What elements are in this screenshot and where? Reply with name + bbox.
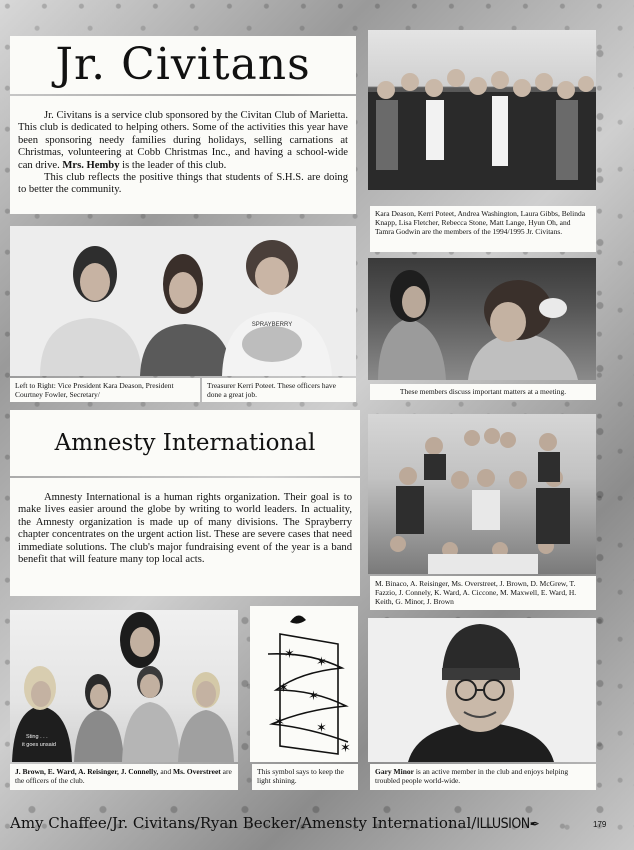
jr-civitans-title-box	[10, 36, 356, 94]
amnesty-officers-photo	[10, 610, 238, 762]
shirt-text-line-2: it goes unsaid	[22, 742, 56, 748]
jr-civitans-group-caption: Kara Deason, Kerri Poteet, Andrea Washington, Laura Gibbs, Belinda Knapp, Lisa Fletcher, Rebecca Stone, Matt Lange, Hyun Oh, and Tamra Godwin are the members of the 1994/1995 Jr. Civitans.	[370, 206, 596, 252]
jr-civitans-title: Jr. Civitans	[55, 39, 311, 90]
jr-civitans-officers-caption-left: Left to Right: Vice President Kara Deason, President Courtney Fowler, Secretary/	[10, 378, 200, 402]
brand-mark-icon: ✒	[529, 817, 540, 831]
officer-shirt-text: SPRAYBERRY	[251, 322, 293, 328]
amnesty-symbol-panel	[250, 606, 358, 762]
gary-minor-photo	[368, 618, 596, 762]
jr-civitans-paragraph-2: This club reflects the positive things that students of S.H.S. are doing to better the community.	[18, 172, 348, 196]
svg-text:✶: ✶	[316, 655, 327, 670]
jr-civitans-meeting-photo	[368, 258, 596, 380]
amnesty-title: Amnesty International	[54, 430, 316, 456]
svg-text:✶: ✶	[274, 715, 285, 730]
amnesty-symbol-caption: This symbol says to keep the light shining.	[252, 764, 358, 790]
officers-figures	[10, 226, 356, 376]
page-number: 179	[593, 820, 607, 829]
jr-civitans-officers-photo	[10, 226, 356, 376]
amnesty-paragraph: Amnesty International is a human rights organization. Their goal is to make lives easier around the globe by writing to world leaders. In actuality, the Amnesty organization is made up of many divisions. The Sprayberry chapter concentrates on the urgent action list. These are severe cases that need immediate solutions. The club's major fundraising event of the year is a band benefit that will feature many top local acts.	[18, 492, 352, 566]
gary-minor-caption: Gary Minor is an active member in the club and enjoys helping troubled people world-wide.	[370, 764, 596, 790]
candle-barbed-wire-icon	[250, 606, 358, 762]
amnesty-title-box	[10, 410, 360, 476]
svg-text:✶: ✶	[308, 689, 319, 704]
meeting-figures	[368, 258, 596, 380]
jr-civitans-group-photo	[368, 30, 596, 190]
amnesty-group-caption: M. Binaco, A. Reisinger, Ms. Overstreet, J. Brown, D. McGrew, T. Fazzio, J. Connely, K. Ward, A. Ciccone, M. Maxwell, E. Ward, H. Keith, G. Minor, J. Brown	[370, 576, 596, 610]
amnesty-officers-caption: J. Brown, E. Ward, A. Reisinger, J. Connelly, and Ms. Overstreet are the officers of the club.	[10, 764, 238, 790]
jr-civitans-paragraph-1: Jr. Civitans is a service club sponsored by the Civitan Club of Marietta. This club is dedicated to helping others. Some of the activities this year have been sponsoring needy families during holidays, selling carnations at Christmas, volunteering at Cobb Christmas Inc., and having a school-wide can drive. Mrs. Hemby is the leader of this club.	[18, 110, 348, 171]
footer-credits-text: Amy Chaffee/Jr. Civitans/Ryan Becker/Amensty International/	[10, 814, 477, 832]
amnesty-group-photo	[368, 414, 596, 574]
jr-civitans-meeting-caption: These members discuss important matters at a meeting.	[370, 384, 596, 400]
amnesty-text-panel	[10, 478, 360, 596]
amnesty-group-figures	[368, 414, 596, 574]
svg-text:✶: ✶	[284, 647, 295, 662]
svg-text:✶: ✶	[278, 681, 289, 696]
shirt-text-line-1: Sting . . .	[26, 734, 48, 740]
group-figures	[368, 30, 596, 190]
jr-civitans-officers-caption-right: Treasurer Kerri Poteet. These officers have done a great job.	[202, 378, 356, 402]
gary-minor-figure	[368, 618, 596, 762]
amnesty-officers-figures	[10, 610, 238, 762]
footer-credits	[10, 814, 540, 832]
svg-text:✶: ✶	[316, 721, 327, 736]
svg-text:✶: ✶	[340, 741, 351, 756]
jr-civitans-text-panel	[10, 96, 356, 214]
illusion-brand: ILLUSION	[476, 816, 530, 832]
